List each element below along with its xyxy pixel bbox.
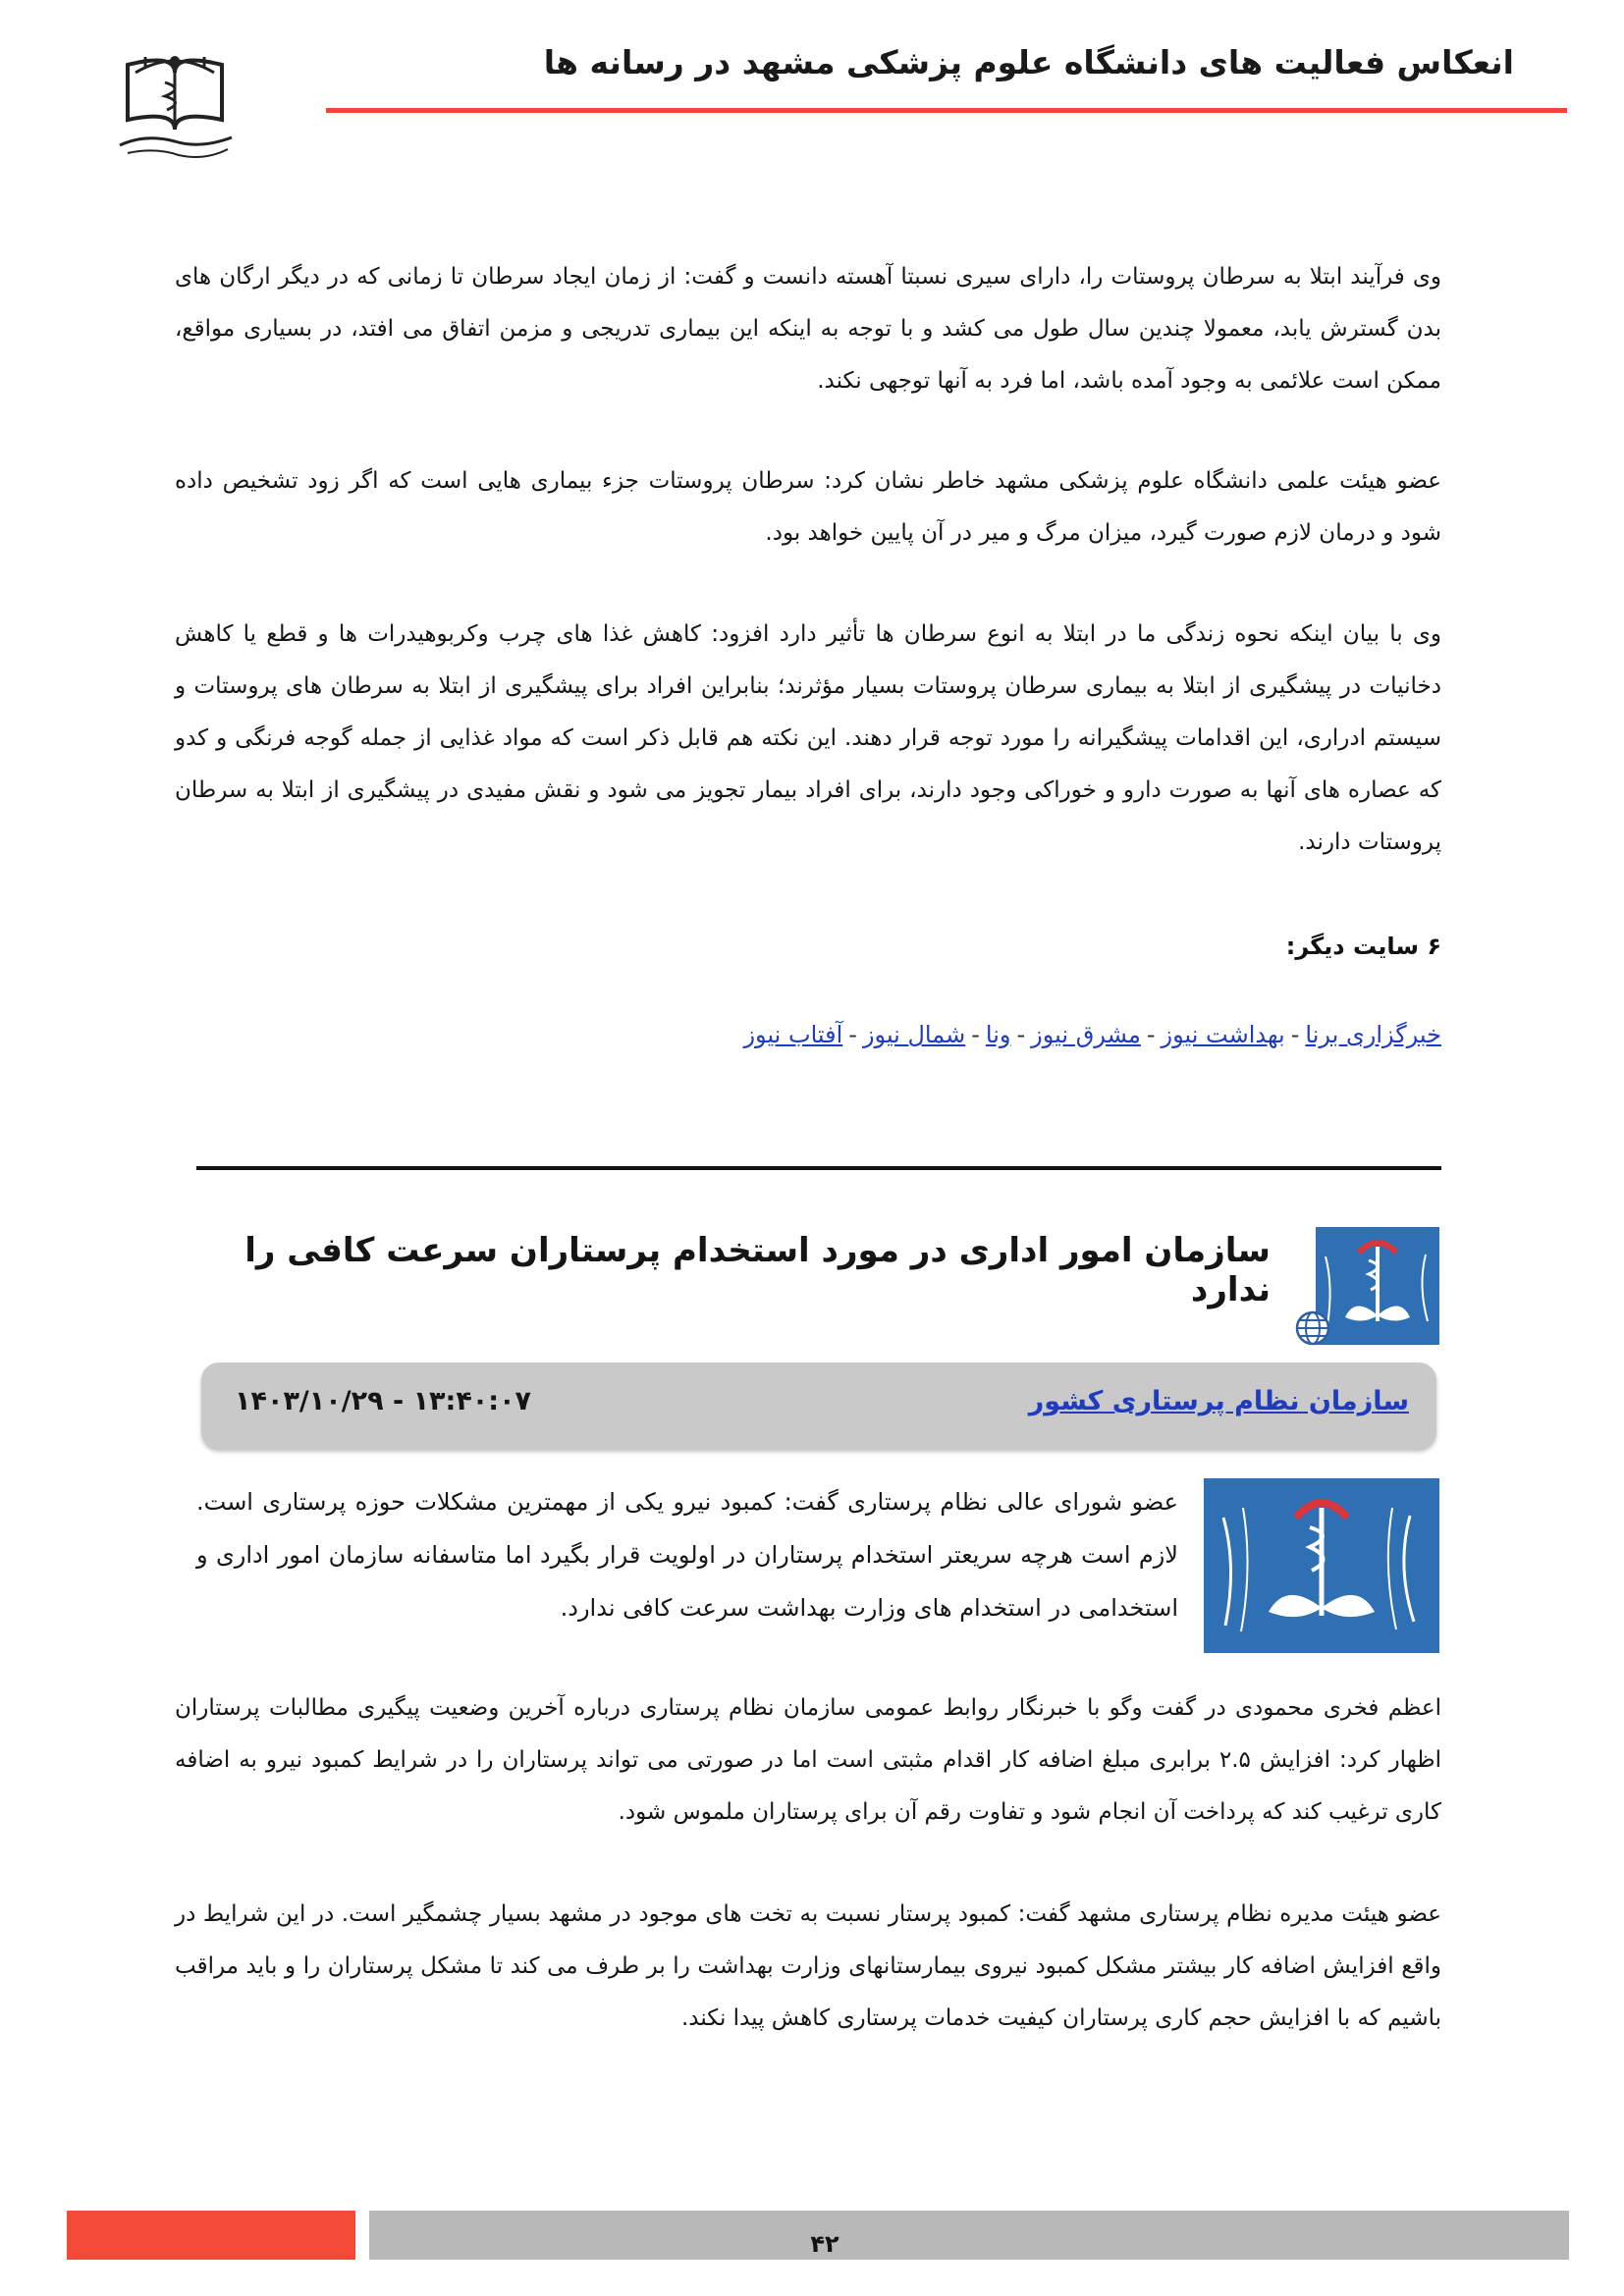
other-sites-links <box>361 1021 1441 1048</box>
footer-accent-bar <box>67 2211 355 2260</box>
document-header-title: انعکاس فعالیت های دانشگاه علوم پزشکی مشهد در رسانه ها <box>543 43 1514 81</box>
link-separator: - <box>1290 1021 1300 1048</box>
article-paragraph-1: وی فرآیند ابتلا به سرطان پروستات را، دارای سیری نسبتا آهسته دانست و گفت: از زمان ایجاد سرطان تا زمانی که در دیگر ارگان های بدن گسترش یابد، معمولا چندین سال طول می کشد و با توجه به اینکه این بیماری تدریجی و مزمن اتفاق می افتد، در بسیاری مواقع، ممکن است علائمی به وجود آمده باشد، اما فرد به آنها توجهی نکند. <box>175 264 1441 394</box>
link-shomal-news[interactable]: شمال نیوز <box>862 1021 966 1048</box>
link-separator: - <box>1016 1021 1026 1048</box>
university-logo <box>106 39 244 163</box>
article-paragraph-2: عضو هیئت علمی دانشگاه علوم پزشکی مشهد خاطر نشان کرد: سرطان پروستات جزء بیماری هایی است که اگر زود تشخیص داده شود و درمان لازم صورت گیرد، میزان مرگ و میر در آن پایین خواهد بود. <box>175 468 1441 546</box>
globe-icon[interactable] <box>1294 1309 1331 1347</box>
news-paragraph-1: اعظم فخری محمودی در گفت وگو با خبرنگار روابط عمومی سازمان نظام پرستاری درباره آخرین وضعیت پیگیری مطالبات پرستاران اظهار کرد: افزایش ۲.۵ برابری مبلغ اضافه کار اقدام مثبتی است اما در صورتی می تواند پرستاران را در شرایط کمبود نیرو به اضافه کاری ترغیب کند که پرداخت آن انجام شود و تفاوت رقم آن برای پرستاران ملموس شود. <box>175 1695 1441 1825</box>
link-mashregh-news[interactable]: مشرق نیوز <box>1031 1021 1141 1048</box>
nursing-organization-logo <box>1316 1227 1439 1345</box>
header-rule <box>326 108 1567 113</box>
news-source-bar <box>201 1362 1436 1449</box>
article-paragraph-3: وی با بیان اینکه نحوه زندگی ما در ابتلا به انوع سرطان ها تأثیر دارد افزود: کاهش غذا های چرب وکربوهیدرات ها و قطع یا کاهش دخانیات در پیشگیری از ابتلا به بیماری سرطان پروستات بسیار مؤثرند؛ بنابراین افراد برای پیشگیری از ابتلا به سرطان های پروستات و سیستم ادراری، این اقدامات پیشگیرانه را مورد توجه قرار دهند. این نکته هم قابل ذکر است که مواد غذایی از جمله گوجه فرنگی و کدو که عصاره های آنها به صورت دارو و خوراکی وجود دارند، برای افراد بیمار تجویز می شود و نقش مفیدی در پیشگیری از ابتلا به سرطان پروستات دارند. <box>175 621 1441 855</box>
news-lead: عضو شورای عالی نظام پرستاری گفت: کمبود نیرو یکی از مهمترین مشکلات حوزه پرستاری است. لازم است هرچه سریعتر استخدام پرستاران در اولویت قرار بگیرد اما متاسفانه سازمان امور اداری و استخدامی در استخدام های وزارت بهداشت سرعت کافی ندارد. <box>196 1488 1178 1622</box>
news-paragraph-2: عضو هیئت مدیره نظام پرستاری مشهد گفت: کمبود پرستار نسبت به تخت های موجود در مشهد بسیار چشمگیر است. در این شرایط در واقع افزایش اضافه کار بیشتر مشکل کمبود نیروی بیمارستانهای وزارت بهداشت را بر طرف می کند تا مشکل پرستاران را و باید مراقب باشیم که با افزایش حجم کاری پرستاران کیفیت خدمات پرستاری کاهش پیدا نکند. <box>175 1901 1441 2031</box>
other-sites-label: ۶ سایت دیگر: <box>1285 933 1441 960</box>
link-aftab-news[interactable]: آفتاب نیوز <box>743 1021 843 1048</box>
link-separator: - <box>848 1021 857 1048</box>
news-datetime: ۱۴۰۳/۱۰/۲۹ - ۱۳:۴۰:۰۷ <box>235 1386 532 1416</box>
news-headline: سازمان امور اداری در مورد استخدام پرستاران سرعت کافی را ندارد <box>244 1231 1271 1309</box>
link-vana[interactable]: ونا <box>985 1021 1011 1048</box>
page-number: ۴۲ <box>810 2230 839 2258</box>
link-behdasht-news[interactable]: بهداشت نیوز <box>1161 1021 1285 1048</box>
link-separator: - <box>1146 1021 1156 1048</box>
section-divider <box>196 1166 1441 1170</box>
footer-bar <box>369 2211 1569 2260</box>
link-borna-news[interactable]: خبرگزاری برنا <box>1305 1021 1441 1048</box>
link-separator: - <box>971 1021 980 1048</box>
article-image-nursing-logo <box>1204 1478 1439 1653</box>
news-source-link[interactable]: سازمان نظام پرستاری کشور <box>1028 1386 1409 1416</box>
